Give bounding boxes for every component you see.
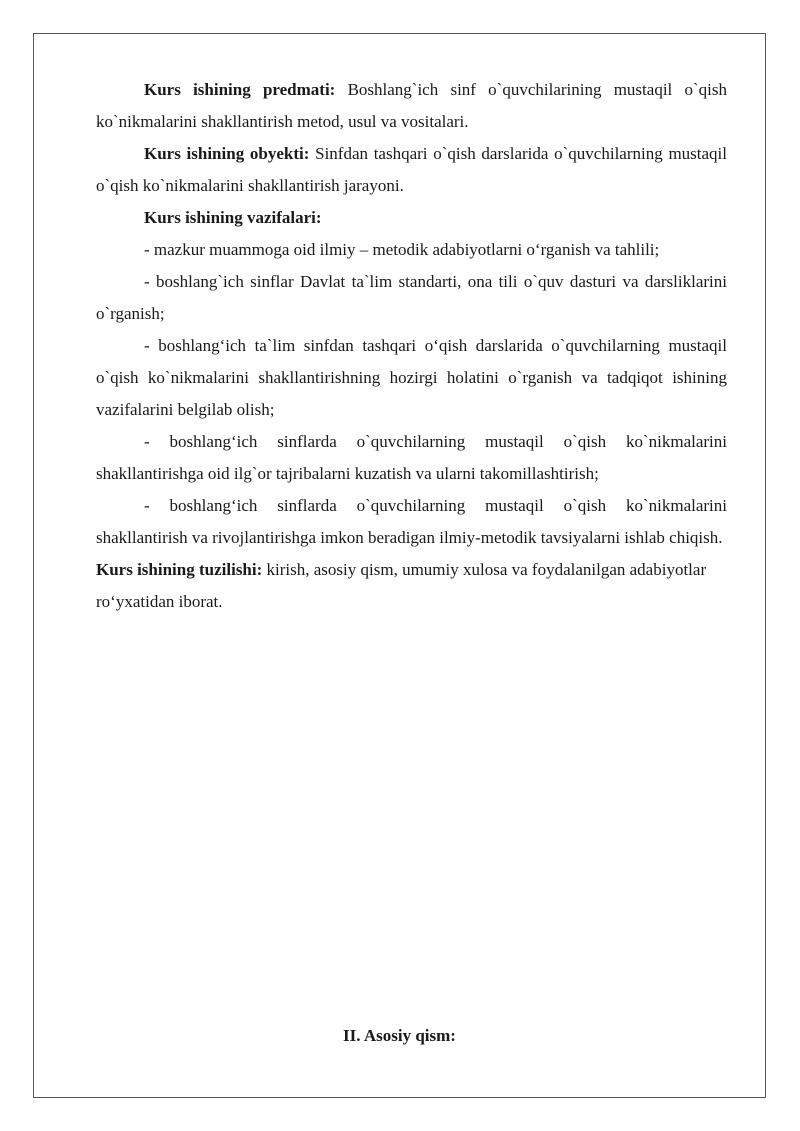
tasks-heading: Kurs ishining vazifalari: <box>144 208 322 227</box>
task-item: - boshlang`ich sinflar Davlat ta`lim standarti, ona tili o`quv dasturi va darsliklarini o`rganish; <box>96 272 727 323</box>
task-item: - boshlang‘ich sinflarda o`quvchilarning mustaqil o`qish ko`nikmalarini shakllantirish va rivojlantirishga imkon beradigan ilmiy-metodik tavsiyalarni ishlab chiqish. <box>96 496 727 547</box>
structure-paragraph <box>96 554 727 618</box>
task-item: - mazkur muammoga oid ilmiy – metodik adabiyotlarni o‘rganish va tahlili; <box>144 240 660 259</box>
subject-paragraph <box>96 74 727 138</box>
section-title: II. Asosiy qism: <box>343 1026 456 1045</box>
object-label: Kurs ishining obyekti: <box>144 144 310 163</box>
tasks-heading-paragraph <box>96 202 727 234</box>
structure-text: kirish, asosiy qism, umumiy xulosa va foydalanilgan adabiyotlar ro‘yxatidan iborat. <box>96 560 707 611</box>
subject-text: Boshlang`ich sinf o`quvchilarining mustaqil o`qish ko`nikmalarini shakllantirish metod, usul va vositalari. <box>96 80 727 131</box>
subject-label: Kurs ishining predmati: <box>144 80 336 99</box>
document-page <box>33 33 766 1098</box>
object-paragraph <box>96 138 727 202</box>
task-item: - boshlang‘ich sinflarda o`quvchilarning mustaqil o`qish ko`nikmalarini shakllantirishga oid ilg`or tajribalarni kuzatish va ularni takomillashtirish; <box>96 432 727 483</box>
page-content <box>96 74 727 618</box>
object-text: Sinfdan tashqari o`qish darslarida o`quvchilarning mustaqil o`qish ko`nikmalarini shakllantirish jarayoni. <box>96 144 727 195</box>
structure-label: Kurs ishining tuzilishi: <box>96 560 263 579</box>
task-item: - boshlang‘ich ta`lim sinfdan tashqari o‘qish darslarida o`quvchilarning mustaqil o`qish ko`nikmalarini shakllantirishning hozirgi holatini o`rganish va tadqiqot ishining vazifalarini belgilab olish; <box>96 336 727 419</box>
